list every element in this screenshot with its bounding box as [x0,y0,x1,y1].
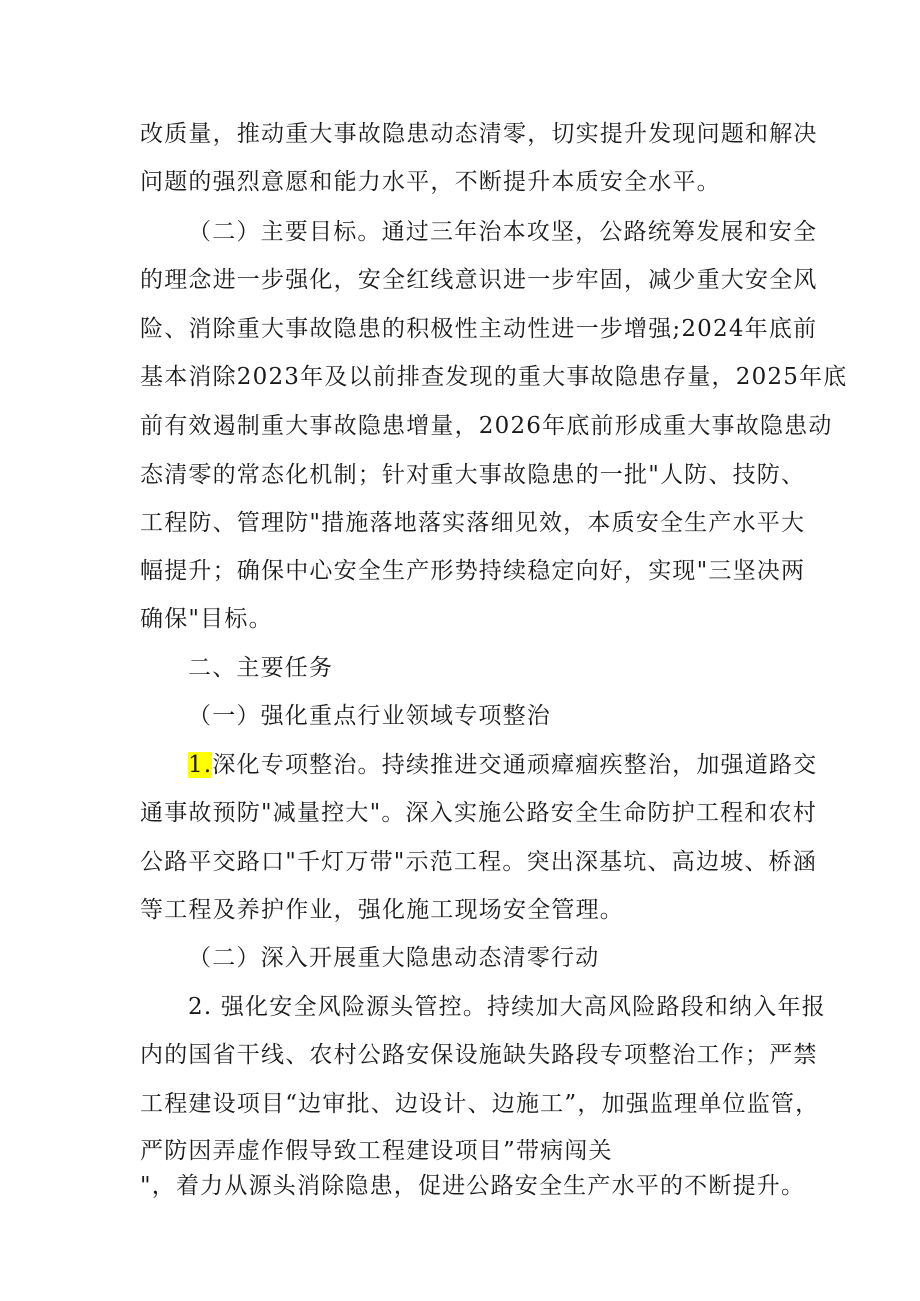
paragraph-line: 幅提升；确保中心安全生产形势持续稳定向好，实现"三坚决两 [140,558,806,584]
paragraph-line: 前有效遏制重大事故隐患增量，2026年底前形成重大事故隐患动 [140,413,833,439]
paragraph-line: 严防因弄虚作假导致工程建设项目”带病闯关 [140,1138,613,1164]
paragraph-line: （二）主要目标。通过三年治本攻坚，公路统筹发展和安全 [188,219,818,245]
subsection-heading: （一）强化重点行业领域专项整治 [188,703,551,729]
paragraph-line: 工程防、管理防"措施落地落实落细见效，本质安全生产水平大 [140,510,806,536]
paragraph-line: 内的国省干线、农村公路安保设施缺失路段专项整治工作；严禁 [140,1042,818,1068]
paragraph-line: 2. 强化安全风险源头管控。持续加大高风险路段和纳入年报 [188,994,826,1020]
paragraph-line: 基本消除2023年及以前排查发现的重大事故隐患存量，2025年底 [140,364,848,390]
paragraph-line: 改质量，推动重大事故隐患动态清零，切实提升发现问题和解决 [140,121,818,147]
paragraph-line: 等工程及养护作业，强化施工现场安全管理。 [140,897,624,923]
paragraph-line [188,747,817,783]
paragraph-line: 险、消除重大事故隐患的积极性主动性进一步增强;2024年底前 [140,316,818,342]
paragraph-line: 工程建设项目“边审批、边设计、边施工”，加强监理单位监管， [140,1091,820,1117]
paragraph-line: 的理念进一步强化，安全红线意识进一步牢固，减少重大安全风 [140,267,818,293]
section-heading: 二、主要任务 [188,655,334,681]
paragraph-line: 通事故预防"减量控大"。深入实施公路安全生命防护工程和农村 [140,800,817,826]
paragraph-line: 问题的强烈意愿和能力水平，不断提升本质安全水平。 [140,169,721,195]
paragraph-line: "，着力从源头消除隐患，促进公路安全生产水平的不断提升。 [140,1173,806,1199]
paragraph-line: 公路平交路口"千灯万带"示范工程。突出深基坑、高边坡、桥涵 [140,849,817,875]
highlighted-item-number: 1. [188,752,213,778]
paragraph-line-text: 深化专项整治。持续推进交通顽瘴痼疾整治，加强道路交 [212,752,818,778]
paragraph-line: 态清零的常态化机制；针对重大事故隐患的一批"人防、技防、 [140,462,806,488]
subsection-heading: （二）深入开展重大隐患动态清零行动 [188,945,600,971]
paragraph-line: 确保"目标。 [140,606,273,632]
